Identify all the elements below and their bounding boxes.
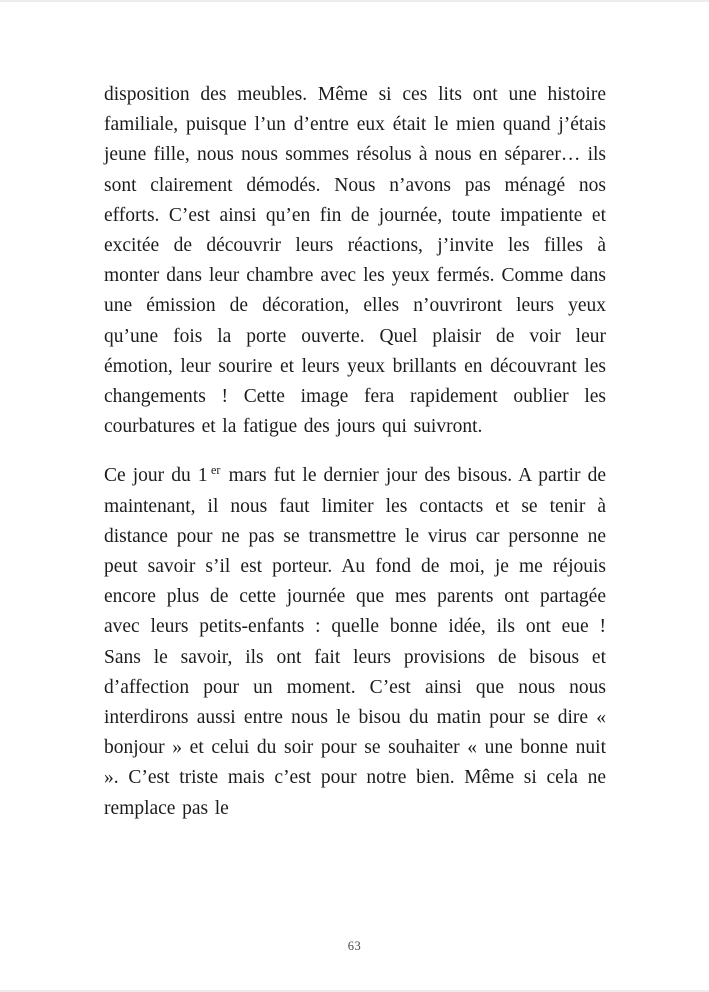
ordinal-superscript: er <box>210 462 221 477</box>
paragraph-1: disposition des meubles. Même si ces lits ont une histoire familiale, puisque l’un d’entre eux était le mien quand j’étais jeune fille, nous nous sommes résolus à nous en séparer… ils sont clairement démodés. Nous n’avons pas ménagé nos efforts. C’est ainsi qu’en fin de journée, toute impatiente et excitée de découvrir leurs réactions, j’invite les filles à monter dans leur chambre avec les yeux fermés. Comme dans une émission de décoration, elles n’ouvriront leurs yeux qu’une fois la porte ouverte. Quel plaisir de voir leur émotion, leur sourire et leurs yeux brillants en découvrant les changements ! Cette image fera rapidement oublier les courbatures et la fatigue des jours qui suivront. <box>104 84 606 438</box>
text-block <box>104 80 606 824</box>
paragraph-2-lead: Ce jour du 1 <box>104 465 208 487</box>
paragraph-2 <box>104 461 606 823</box>
page-number: 63 <box>347 939 362 953</box>
paragraph-2-body: mars fut le dernier jour des bisous. A partir de maintenant, il nous faut limiter les contacts et se tenir à distance pour ne pas se transmettre le virus car personne ne peut savoir s’il est porteur. Au fond de moi, je me réjouis encore plus de cette journée que mes parents ont partagée avec leurs petits-enfants : quelle bonne idée, ils ont eue ! Sans le savoir, ils ont fait leurs provisions de bisous et d’affection pour un moment. C’est ainsi que nous nous interdirons aussi entre nous le bisou du matin pour se dire « bonjour » et celui du soir pour se souhaiter « une bonne nuit ». C’est triste mais c’est pour notre bien. Même si cela ne remplace pas le <box>104 465 606 819</box>
